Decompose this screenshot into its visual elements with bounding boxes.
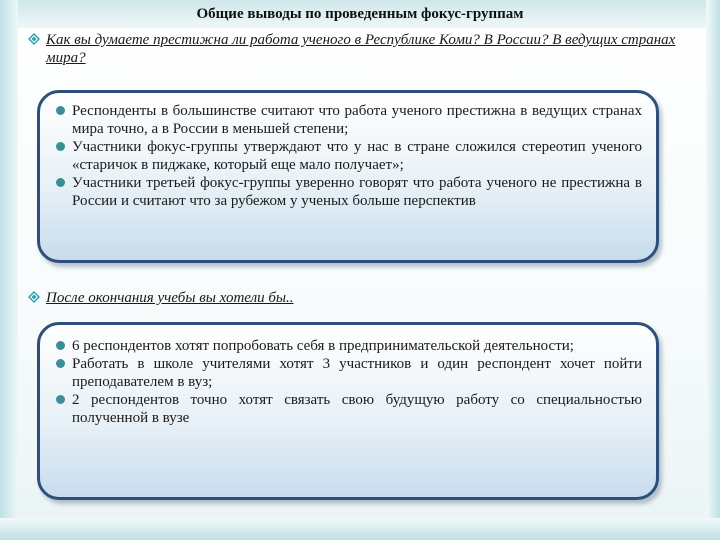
- list-item-text: Участники третьей фокус-группы уверенно говорят что работа ученого не престижна в России и считают что за рубежом у ученых больше перспектив: [72, 175, 642, 209]
- question-2: [28, 289, 688, 307]
- answers-list-2: [54, 337, 642, 427]
- list-item-text: Респонденты в большинстве считают что работа ученого престижна в ведущих странах мира точно, а в России в меньшей степени;: [72, 103, 642, 137]
- round-bullet-icon: [56, 178, 65, 187]
- diamond-bullet-icon: [28, 291, 40, 303]
- question-1-text: Как вы думаете престижна ли работа ученого в Республике Коми? В России? В ведущих странах мира?: [46, 32, 676, 66]
- frame-bottom: [0, 518, 720, 540]
- list-item: [54, 355, 642, 391]
- list-item-text: 2 респондентов точно хотят связать свою будущую работу со специальностью полученной в вузе: [72, 392, 642, 426]
- list-item-text: Работать в школе учителями хотят 3 участников и один респондент хочет пойти преподавателем в вуз;: [72, 356, 642, 390]
- slide-title: Общие выводы по проведенным фокус-группам: [196, 6, 524, 22]
- round-bullet-icon: [56, 359, 65, 368]
- question-1: [28, 31, 688, 67]
- list-item: [54, 391, 642, 427]
- answers-box-1: [37, 90, 659, 263]
- list-item-text: Участники фокус-группы утверждают что у нас в стране сложился стереотип ученого «старичок в пиджаке, который еще мало получает»;: [72, 139, 642, 173]
- round-bullet-icon: [56, 142, 65, 151]
- round-bullet-icon: [56, 395, 65, 404]
- list-item: [54, 174, 642, 210]
- list-item: [54, 138, 642, 174]
- list-item: [54, 337, 642, 355]
- answers-list-1: [54, 102, 642, 210]
- question-2-text: После окончания учебы вы хотели бы..: [46, 290, 294, 306]
- round-bullet-icon: [56, 341, 65, 350]
- frame-right: [706, 0, 720, 540]
- list-item: [54, 102, 642, 138]
- answers-box-2: [37, 322, 659, 500]
- list-item-text: 6 респондентов хотят попробовать себя в предпринимательской деятельности;: [72, 338, 574, 354]
- round-bullet-icon: [56, 106, 65, 115]
- diamond-bullet-icon: [28, 33, 40, 45]
- frame-left: [0, 0, 18, 540]
